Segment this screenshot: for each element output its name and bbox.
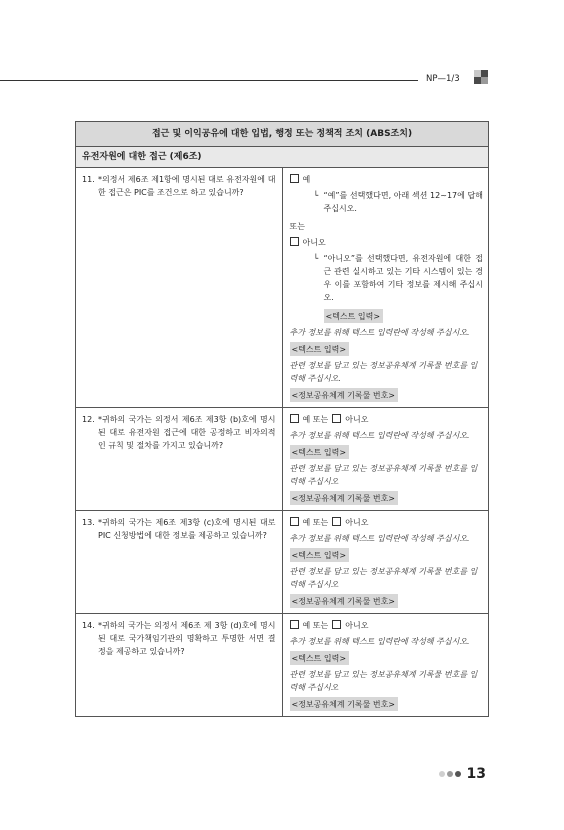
- option-no-label: 아니오: [345, 415, 369, 424]
- header-checker-icon: [474, 70, 488, 84]
- yes-instruction: “예”를 선택했다면, 아래 섹션 12~17에 답해 주십시오.: [323, 191, 483, 213]
- option-no-label: 아니오: [345, 518, 369, 527]
- checkbox-yes[interactable]: [290, 620, 299, 629]
- additional-info-instruction: 추가 정보를 위해 텍스트 입력란에 작성해 주십시오.: [289, 534, 470, 543]
- question-text: *의정서 제6조 제1항에 명시된 대로 유전자원에 대한 접근은 PIC를 조건으로 하고 있습니까?: [98, 175, 276, 197]
- footer-dot: [455, 771, 461, 777]
- question-cell: [76, 614, 283, 717]
- checkbox-yes[interactable]: [290, 517, 299, 526]
- answer-cell: [282, 511, 489, 614]
- question-number: 11.: [82, 175, 95, 184]
- header-label: NP—1/3: [426, 74, 460, 84]
- question-cell: [76, 168, 283, 408]
- option-yes-or-label: 예 또는: [302, 518, 329, 527]
- or-label: 또는: [289, 222, 305, 231]
- page-number: 13: [466, 766, 486, 782]
- record-number-instruction: 관련 정보를 담고 있는 정보공유체계 기록물 번호를 입력해 주십시오: [289, 567, 478, 589]
- record-number-instruction: 관련 정보를 담고 있는 정보공유체계 기록물 번호를 입력해 주십시오.: [289, 361, 478, 383]
- option-yes-label: 예: [302, 175, 311, 184]
- answer-cell: [282, 408, 489, 511]
- checkbox-no[interactable]: [332, 414, 341, 423]
- question-text: *귀하의 국가는 제6조 제3항 (c)호에 명시된 대로 PIC 신청방법에 대한 정보를 제공하고 있습니까?: [98, 518, 276, 540]
- record-number-field[interactable]: <정보공유체계 기록물 번호>: [290, 697, 399, 711]
- table-title: 접근 및 이익공유에 대한 입법, 행정 또는 정책적 조치 (ABS조치): [76, 122, 489, 147]
- record-number-instruction: 관련 정보를 담고 있는 정보공유체계 기록물 번호를 입력해 주십시오: [289, 670, 478, 692]
- record-number-field[interactable]: <정보공유체계 기록물 번호>: [290, 388, 399, 402]
- page-footer: [437, 766, 486, 782]
- record-number-instruction: 관련 정보를 담고 있는 정보공유체계 기록물 번호를 입력해 주십시오: [289, 464, 478, 486]
- question-number: 14.: [82, 621, 95, 630]
- checkbox-no[interactable]: [290, 237, 299, 246]
- additional-info-instruction: 추가 정보를 위해 텍스트 입력란에 작성해 주십시오.: [289, 431, 470, 440]
- corner-arrow-icon: └: [313, 191, 319, 200]
- checkbox-no[interactable]: [332, 517, 341, 526]
- footer-dots-icon: [437, 771, 461, 777]
- option-yes-or-label: 예 또는: [302, 415, 329, 424]
- question-text: *귀하의 국가는 의정서 제6조 제3항 (b)호에 명시된 대로 유전자원 접근에 대한 공정하고 비자의적인 규칙 및 절차를 가지고 있습니까?: [98, 415, 276, 450]
- answer-cell: [282, 168, 489, 408]
- text-input-field[interactable]: <텍스트 입력>: [290, 651, 350, 665]
- corner-arrow-icon: └: [313, 254, 319, 263]
- question-row-13: [76, 511, 489, 614]
- checkbox-yes[interactable]: [290, 174, 299, 183]
- checkbox-no[interactable]: [332, 620, 341, 629]
- record-number-field[interactable]: <정보공유체계 기록물 번호>: [290, 491, 399, 505]
- question-row-11: [76, 168, 489, 408]
- answer-cell: [282, 614, 489, 717]
- question-cell: [76, 408, 283, 511]
- text-input-field[interactable]: <텍스트 입력>: [290, 342, 350, 356]
- question-number: 12.: [82, 415, 95, 424]
- section-heading: 유전자원에 대한 접근 (제6조): [76, 147, 489, 168]
- additional-info-instruction: 추가 정보를 위해 텍스트 입력란에 작성해 주십시오.: [289, 637, 470, 646]
- footer-dot: [447, 771, 453, 777]
- text-input-field[interactable]: <텍스트 입력>: [324, 309, 384, 323]
- question-row-12: [76, 408, 489, 511]
- header-rule: [0, 80, 418, 81]
- no-instruction: “아니오”를 선택했다면, 유전자원에 대한 접근 관련 실시하고 있는 기타 시스템이 있는 경우 이를 포함하여 기타 정보를 제시해 주십시오.: [323, 254, 483, 302]
- question-number: 13.: [82, 518, 95, 527]
- text-input-field[interactable]: <텍스트 입력>: [290, 548, 350, 562]
- record-number-field[interactable]: <정보공유체계 기록물 번호>: [290, 594, 399, 608]
- option-yes-or-label: 예 또는: [302, 621, 329, 630]
- option-no-label: 아니오: [302, 238, 326, 247]
- question-cell: [76, 511, 283, 614]
- additional-info-instruction: 추가 정보를 위해 텍스트 입력란에 작성해 주십시오.: [289, 328, 470, 337]
- option-no-label: 아니오: [345, 621, 369, 630]
- footer-dot: [439, 771, 445, 777]
- question-text: *귀하의 국가는 의정서 제6조 제 3항 (d)호에 명시된 대로 국가책임기관의 명확하고 투명한 서면 결정을 제공하고 있습니까?: [98, 621, 276, 656]
- abs-measures-table: [75, 121, 489, 717]
- question-row-14: [76, 614, 489, 717]
- checkbox-yes[interactable]: [290, 414, 299, 423]
- text-input-field[interactable]: <텍스트 입력>: [290, 445, 350, 459]
